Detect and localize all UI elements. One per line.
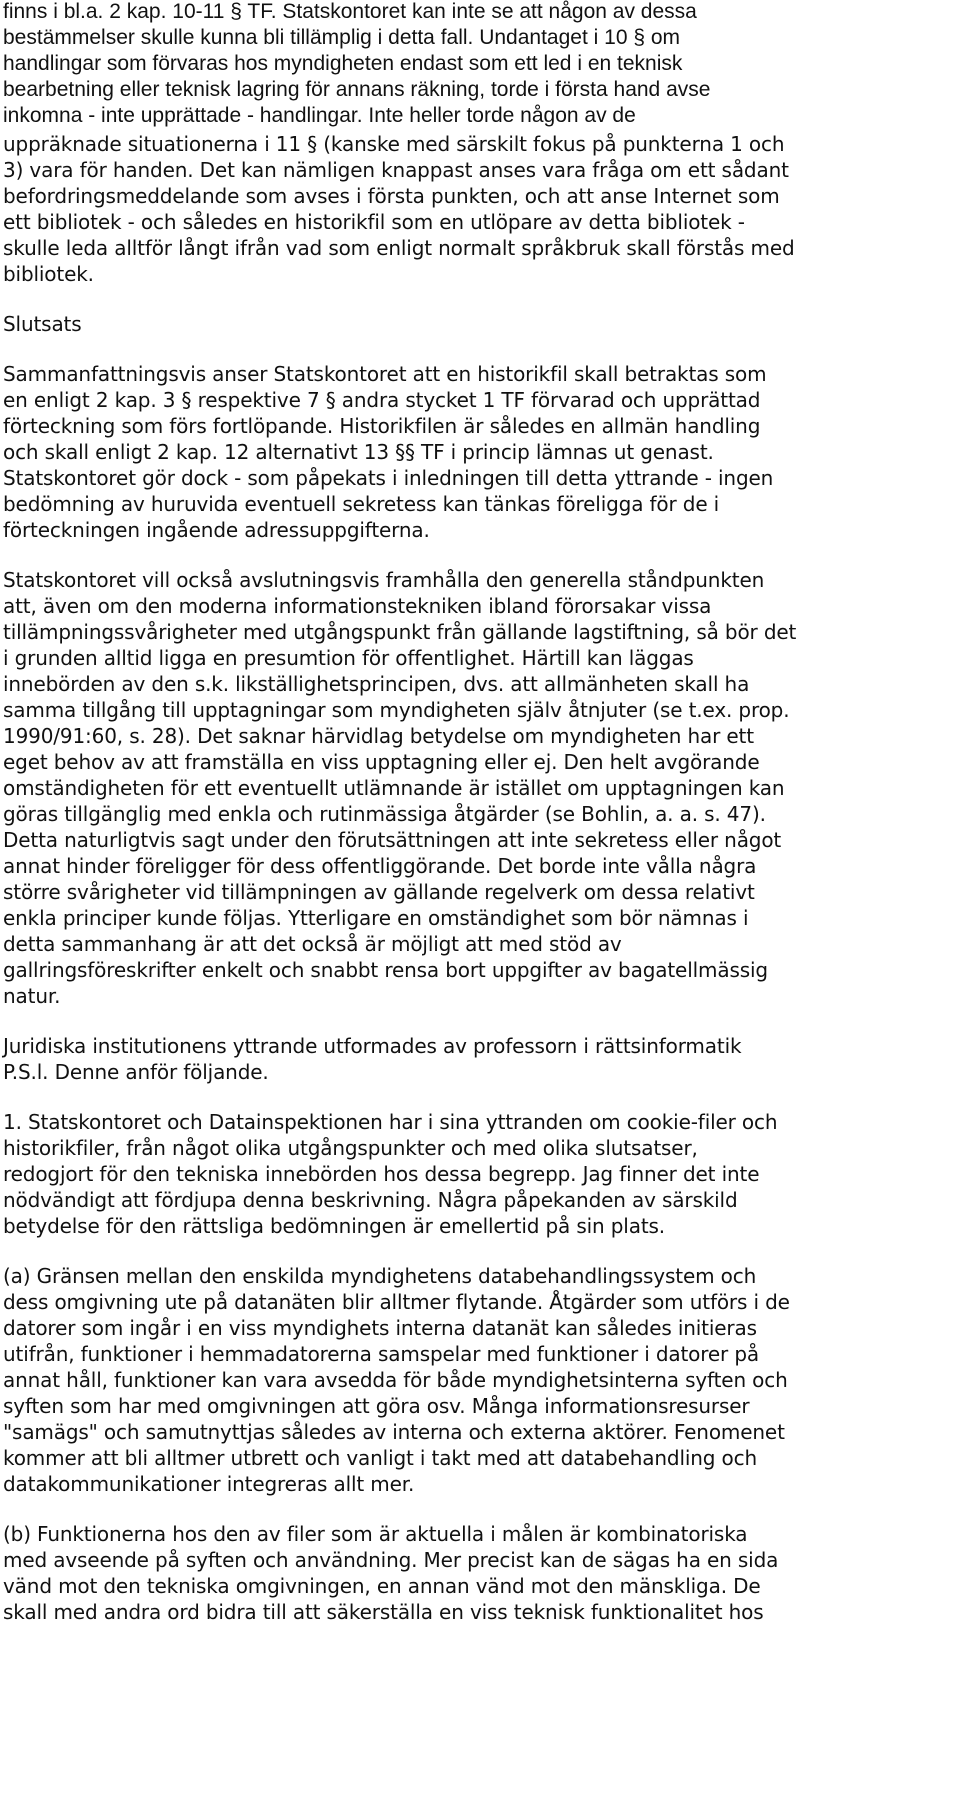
text-segment: handlingar som förvaras hos myndigheten endast som ett led i en teknisk — [3, 52, 683, 75]
text-line — [3, 1262, 756, 1290]
text-segment: §§ — [395, 440, 415, 464]
text-line — [3, 930, 622, 958]
text-segment: förteckningen ingående adressuppgifterna. — [3, 518, 430, 542]
text-line — [3, 696, 789, 724]
text-line — [3, 1470, 414, 1498]
text-line — [3, 618, 796, 646]
text-line — [3, 102, 636, 130]
text-segment: datakommunikationer integreras allt mer. — [3, 1472, 415, 1496]
text-segment: TF i princip lämnas ut genast. — [414, 440, 714, 464]
text-segment: Statskontoret gör dock - som påpekats i inledningen till detta yttrande - ingen — [3, 466, 774, 490]
text-segment: omständigheten för ett eventuellt utlämnande är istället om upptagningen kan — [3, 776, 785, 800]
text-line — [3, 644, 694, 672]
text-segment: annat håll, funktioner kan vara avsedda för både myndighetsinterna syften och — [3, 1368, 788, 1392]
text-segment: § — [325, 388, 336, 412]
text-line — [3, 156, 789, 184]
text-line — [3, 748, 759, 776]
text-line — [3, 774, 784, 802]
text-segment: historikfiler, från något olika utgångspunkter och med olika slutsatser, — [3, 1136, 698, 1160]
text-segment: 3) vara för handen. — [3, 158, 194, 182]
text-line — [3, 360, 766, 388]
text-segment: § — [230, 0, 242, 23]
text-line — [3, 1572, 761, 1600]
text-line — [3, 412, 760, 440]
text-line — [3, 1520, 747, 1548]
text-line — [3, 516, 430, 544]
text-segment: tillämpningssvårigheter med utgångspunkt från gällande lagstiftning, så bör det — [3, 620, 797, 644]
text-line — [3, 566, 764, 594]
text-line — [3, 1212, 665, 1240]
text-segment: nödvändigt att fördjupa denna beskrivning. Några påpekanden av särskild — [3, 1188, 738, 1212]
text-segment: uppräknade situationerna i 11 — [3, 132, 308, 156]
text-segment: dess omgivning ute på datanäten blir alltmer flytande. Åtgärder som utförs i de — [3, 1290, 790, 1314]
text-segment: att, även om den moderna informationstekniken ibland förorsakar vissa — [3, 594, 712, 618]
text-segment: skall med andra ord bidra till att säkerställa en viss teknisk funktionalitet hos — [3, 1600, 764, 1624]
text-segment: en enligt 2 kap. 3 — [3, 388, 182, 412]
text-segment: annat hinder föreligger för dess offentliggörande. Det borde inte vålla några — [3, 854, 757, 878]
text-line — [3, 1366, 788, 1394]
text-line — [3, 1444, 757, 1472]
text-segment: "samägs" och samutnyttjas således av interna och externa aktörer. Fenomenet — [3, 1420, 785, 1444]
text-segment: ett bibliotek - och således en historikfil som en utlöpare av detta bibliotek - — [3, 210, 745, 234]
text-segment: större svårigheter vid tillämpningen av gällande regelverk om dessa relativt — [3, 880, 755, 904]
text-line — [3, 1160, 759, 1188]
text-segment: redogjort för den tekniska innebörden hos dessa begrepp. Jag finner det inte — [3, 1162, 760, 1186]
text-segment: Slutsats — [3, 312, 82, 336]
text-line — [3, 1108, 777, 1136]
text-line — [3, 592, 711, 620]
text-segment: (kanske med särskilt fokus på punkterna 1 och — [317, 132, 785, 156]
text-line — [3, 0, 697, 26]
text-line — [3, 50, 682, 78]
text-line — [3, 76, 710, 104]
text-line — [3, 982, 60, 1010]
text-segment: Statskontoret vill också avslutningsvis framhålla den generella ståndpunkten — [3, 568, 765, 592]
text-segment: TF. Statskontoret kan inte se att någon av dessa — [241, 0, 697, 23]
text-segment: andra stycket 1 TF förvarad och upprättad — [335, 388, 761, 412]
text-segment: § — [181, 388, 192, 412]
text-segment: och skall enligt 2 kap. 12 alternativt 13 — [3, 440, 396, 464]
text-segment: bibliotek. — [3, 262, 94, 286]
text-segment: kommer att bli alltmer utbrett och vanligt i takt med att databehandling och — [3, 1446, 758, 1470]
text-line — [3, 1186, 738, 1214]
text-line — [3, 1032, 741, 1060]
text-line — [3, 1288, 790, 1316]
text-line — [3, 852, 756, 880]
text-segment: i grunden alltid ligga en presumtion för offentlighet. Härtill kan läggas — [3, 646, 694, 670]
text-segment: bearbetning eller teknisk lagring för annans räkning, torde i första hand avse — [3, 78, 711, 101]
text-line — [3, 24, 680, 52]
text-segment: göras tillgänglig med enkla och rutinmässiga åtgärder (se Bohlin, a. a. s. 47). — [3, 802, 766, 826]
text-line — [3, 1058, 269, 1086]
text-segment: 1. Statskontoret och Datainspektionen har i sina yttranden om cookie-filer och — [3, 1110, 778, 1134]
text-segment: (b) Funktionerna hos den av filer som är aktuella i målen är kombinatoriska — [3, 1522, 748, 1546]
text-segment: befordringsmeddelande som avses i första punkten, och att anse Internet som — [3, 184, 780, 208]
text-line — [3, 878, 755, 906]
text-segment: eget behov av att framställa en viss upptagning eller ej. Den helt avgörande — [3, 750, 760, 774]
text-segment: om — [645, 26, 681, 49]
text-segment: § — [633, 26, 646, 49]
text-line — [3, 826, 781, 854]
text-segment: (a) Gränsen mellan den enskilda myndighetens databehandlingssystem och — [3, 1264, 757, 1288]
text-line — [3, 1546, 778, 1574]
text-line — [3, 260, 94, 288]
text-line — [3, 1314, 757, 1342]
text-line — [3, 130, 784, 158]
text-segment: gallringsföreskrifter enkelt och snabbt rensa bort uppgifter av bagatellmässig — [3, 958, 768, 982]
text-line — [3, 1418, 785, 1446]
text-line — [3, 310, 82, 338]
text-segment: med avseende på syften och användning. Mer precist kan de sägas ha en sida — [3, 1548, 779, 1572]
text-segment: Sammanfattningsvis anser Statskontoret att en historikfil skall betraktas som — [3, 362, 767, 386]
text-segment: syften som har med omgivningen att göra osv. Många informationsresurser — [3, 1394, 750, 1418]
text-segment: samma tillgång till upptagningar som myndigheten själv åtnjuter (se t.ex. prop. — [3, 698, 790, 722]
text-line — [3, 438, 714, 466]
text-segment: inkomna - inte upprättade - handlingar. — [3, 104, 363, 127]
text-line — [3, 464, 773, 492]
text-segment: Juridiska institutionens yttrande utformades av professorn i rättsinformatik — [3, 1034, 742, 1058]
text-line — [3, 1134, 698, 1162]
text-line — [3, 956, 768, 984]
text-line — [3, 490, 719, 518]
text-line — [3, 1340, 759, 1368]
text-segment: förteckning som förs fortlöpande. Historikfilen är således en allmän handling — [3, 414, 761, 438]
text-segment: 1990/91:60, s. 28). Det saknar härvidlag betydelse om myndigheten har ett — [3, 724, 754, 748]
text-segment: finns i bl.a. 2 kap. 10-11 — [3, 0, 231, 23]
text-segment: § — [307, 132, 318, 156]
text-segment: skulle leda alltför långt ifrån vad som enligt normalt språkbruk skall förstås med — [3, 236, 795, 260]
text-segment: Det kan nämligen knappast anses vara fråga om ett sådant — [193, 158, 789, 182]
text-line — [3, 182, 780, 210]
text-segment: Detta naturligtvis sagt under den förutsättningen att inte sekretess eller något — [3, 828, 782, 852]
text-line — [3, 1392, 750, 1420]
text-line — [3, 386, 760, 414]
text-line — [3, 670, 749, 698]
text-segment: betydelse för den rättsliga bedömningen är emellertid på sin plats. — [3, 1214, 665, 1238]
text-line — [3, 904, 748, 932]
text-segment: respektive 7 — [191, 388, 326, 412]
text-segment: Inte heller torde någon av de — [362, 104, 636, 127]
text-line — [3, 800, 766, 828]
text-segment: bedömning av huruvida eventuell sekretess kan tänkas föreligga för de i — [3, 492, 720, 516]
text-segment: vänd mot den tekniska omgivningen, en annan vänd mot den mänskliga. De — [3, 1574, 761, 1598]
text-line — [3, 234, 795, 262]
text-line — [3, 722, 754, 750]
text-segment: natur. — [3, 984, 61, 1008]
text-line — [3, 208, 745, 236]
text-segment: P.S.l. Denne anför följande. — [3, 1060, 269, 1084]
text-segment: innebörden av den s.k. likställighetsprincipen, dvs. att allmänheten skall ha — [3, 672, 750, 696]
text-segment: enkla principer kunde följas. Ytterligare en omständighet som bör nämnas i — [3, 906, 749, 930]
text-segment: datorer som ingår i en viss myndighets interna datanät kan således initieras — [3, 1316, 757, 1340]
text-segment: detta sammanhang är att det också är möjligt att med stöd av — [3, 932, 622, 956]
text-segment: bestämmelser skulle kunna bli tillämplig i detta fall. Undantaget i 10 — [3, 26, 634, 49]
text-segment: utifrån, funktioner i hemmadatorerna samspelar med funktioner i datorer på — [3, 1342, 759, 1366]
text-line — [3, 1598, 764, 1626]
